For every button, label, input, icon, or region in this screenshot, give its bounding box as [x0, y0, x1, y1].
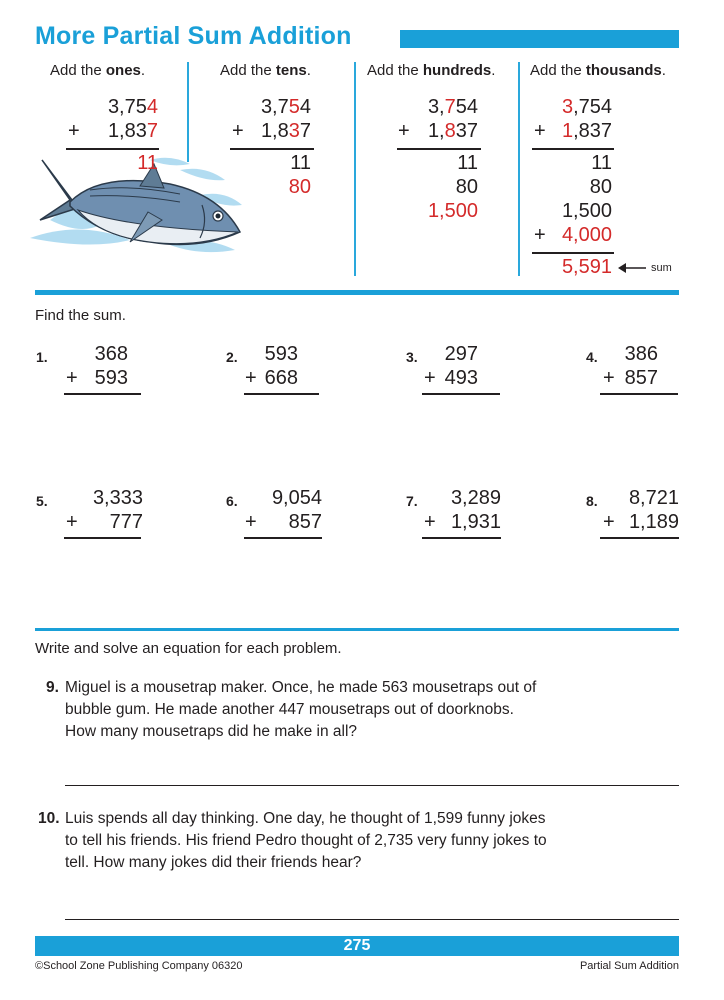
step-text: Add the: [367, 62, 423, 79]
ones-top-number: [18, 96, 158, 119]
digits: 7: [299, 120, 311, 142]
step-text: Add the: [50, 62, 106, 79]
step-header-thousands: [530, 62, 666, 79]
answer-line: [600, 393, 678, 395]
ones-bottom-number: [18, 120, 158, 143]
partial-sum-11: 11: [591, 152, 612, 174]
plus-sign: +: [534, 120, 546, 142]
problem-top: 3,333: [92, 487, 143, 509]
step-text: Add the: [220, 62, 276, 79]
word-problem-line: tell. How many jokes did their friends hear?: [65, 854, 362, 871]
partial-sum-80: 80: [455, 176, 478, 198]
final-sum: 5,591: [561, 256, 612, 278]
step-bold: tens: [275, 62, 307, 79]
digits: 1,8: [260, 120, 289, 142]
step-text: .: [140, 62, 146, 79]
answer-line: [65, 919, 679, 920]
problem-bottom: 593: [94, 367, 128, 389]
step-text: .: [661, 62, 666, 79]
section-divider: [35, 290, 679, 295]
digits: 4: [299, 96, 311, 118]
copyright-text: ©School Zone Publishing Company 06320: [35, 960, 243, 972]
plus-sign: +: [245, 511, 257, 533]
digits: 3,: [427, 96, 445, 118]
arrow-left-icon: [618, 262, 648, 274]
problem-bottom: 1,189: [628, 511, 679, 533]
highlight-digit: 1: [561, 120, 574, 142]
problem-top: 8,721: [628, 487, 679, 509]
plus-sign: +: [66, 367, 78, 389]
section-name: Partial Sum Addition: [579, 960, 679, 972]
word-problem-line: Luis spends all day thinking. One day, he thought of 1,599 funny jokes: [65, 810, 546, 827]
sum-line: [66, 148, 159, 150]
problem-number: 7.: [406, 493, 418, 509]
highlight-digit: 8: [444, 120, 456, 142]
thousands-top-number: [472, 96, 612, 119]
step-bold: thousands: [585, 62, 662, 79]
step-header-hundreds: [367, 62, 495, 79]
partial-sum-1500: 1,500: [561, 200, 612, 222]
step-text: Add the: [530, 62, 586, 79]
word-problem-number: 10.: [38, 810, 60, 827]
partial-sum-11: 11: [137, 152, 158, 174]
partial-sum-1500: 1,500: [427, 200, 478, 222]
highlight-digit: 3: [288, 120, 300, 142]
highlight-digit: 4: [146, 96, 158, 118]
digits: 3,75: [107, 96, 147, 118]
sum-line: [532, 252, 614, 254]
digits: 1,: [427, 120, 445, 142]
tens-top-number: [171, 96, 311, 119]
problem-number: 8.: [586, 493, 598, 509]
answer-line: [244, 393, 319, 395]
digits: 37: [455, 120, 478, 142]
digits: 1,83: [107, 120, 147, 142]
problem-top: 368: [94, 343, 128, 365]
plus-sign: +: [68, 120, 80, 142]
problem-number: 3.: [406, 349, 418, 365]
plus-sign: +: [232, 120, 244, 142]
plus-sign: +: [424, 511, 436, 533]
digits: ,754: [573, 96, 612, 118]
problem-number: 2.: [226, 349, 238, 365]
thousands-bottom-number: [472, 120, 612, 143]
hundreds-top-number: [338, 96, 478, 119]
sum-line: [230, 148, 314, 150]
word-problem-line: Miguel is a mousetrap maker. Once, he made 563 mousetraps out of: [65, 679, 537, 696]
problem-bottom: 668: [264, 367, 298, 389]
step-bold: hundreds: [422, 62, 492, 79]
equation-instruction: Write and solve an equation for each problem.: [35, 640, 342, 657]
partial-sum-80: 80: [288, 176, 311, 198]
plus-sign: +: [424, 367, 436, 389]
word-problem-line: How many mousetraps did he make in all?: [65, 723, 358, 740]
problem-bottom: 777: [109, 511, 143, 533]
answer-line: [65, 785, 679, 786]
sum-label: sum: [651, 262, 672, 274]
plus-sign: +: [603, 367, 615, 389]
step-text: .: [306, 62, 311, 79]
word-problem-line: bubble gum. He made another 447 mousetraps out of doorknobs.: [65, 701, 514, 718]
plus-sign: +: [534, 224, 546, 246]
digits: 3,7: [260, 96, 289, 118]
word-problem-line: to tell his friends. His friend Pedro thought of 2,735 very funny jokes to: [65, 832, 547, 849]
plus-sign: +: [245, 367, 257, 389]
digits: 54: [455, 96, 478, 118]
step-bold: ones: [105, 62, 141, 79]
digits: ,837: [573, 120, 612, 142]
problem-top: 3,289: [450, 487, 501, 509]
word-problem-text: [65, 677, 679, 743]
partial-sum-80: 80: [589, 176, 612, 198]
section-divider: [35, 628, 679, 631]
step-text: .: [491, 62, 496, 79]
answer-line: [600, 537, 679, 539]
highlight-digit: 3: [561, 96, 574, 118]
partial-sum-11: 11: [290, 152, 311, 174]
answer-line: [244, 537, 322, 539]
answer-line: [422, 537, 501, 539]
problem-top: 297: [444, 343, 478, 365]
word-problem-text: [65, 808, 679, 874]
answer-line: [64, 537, 141, 539]
step-header-tens: [220, 62, 311, 79]
partial-sum-11: 11: [457, 152, 478, 174]
problem-top: 9,054: [271, 487, 322, 509]
partial-sum-4000: 4,000: [561, 224, 612, 246]
page-number: 275: [343, 937, 371, 954]
problem-bottom: 857: [288, 511, 322, 533]
problem-top: 386: [624, 343, 658, 365]
highlight-digit: 7: [146, 120, 158, 142]
word-problem-number: 9.: [46, 679, 59, 696]
step-header-ones: [50, 62, 145, 79]
page-title: More Partial Sum Addition: [35, 22, 352, 50]
find-sum-instruction: Find the sum.: [35, 307, 126, 324]
plus-sign: +: [398, 120, 410, 142]
tens-bottom-number: [171, 120, 311, 143]
problem-bottom: 493: [444, 367, 478, 389]
answer-line: [64, 393, 141, 395]
problem-bottom: 857: [624, 367, 658, 389]
highlight-digit: 5: [288, 96, 300, 118]
problem-number: 5.: [36, 493, 48, 509]
problem-number: 4.: [586, 349, 598, 365]
problem-number: 6.: [226, 493, 238, 509]
sum-line: [397, 148, 481, 150]
problem-number: 1.: [36, 349, 48, 365]
problem-top: 593: [264, 343, 298, 365]
plus-sign: +: [603, 511, 615, 533]
title-bar: [400, 30, 679, 48]
sum-line: [532, 148, 614, 150]
hundreds-bottom-number: [338, 120, 478, 143]
problem-bottom: 1,931: [450, 511, 501, 533]
plus-sign: +: [66, 511, 78, 533]
highlight-digit: 7: [444, 96, 456, 118]
answer-line: [422, 393, 500, 395]
